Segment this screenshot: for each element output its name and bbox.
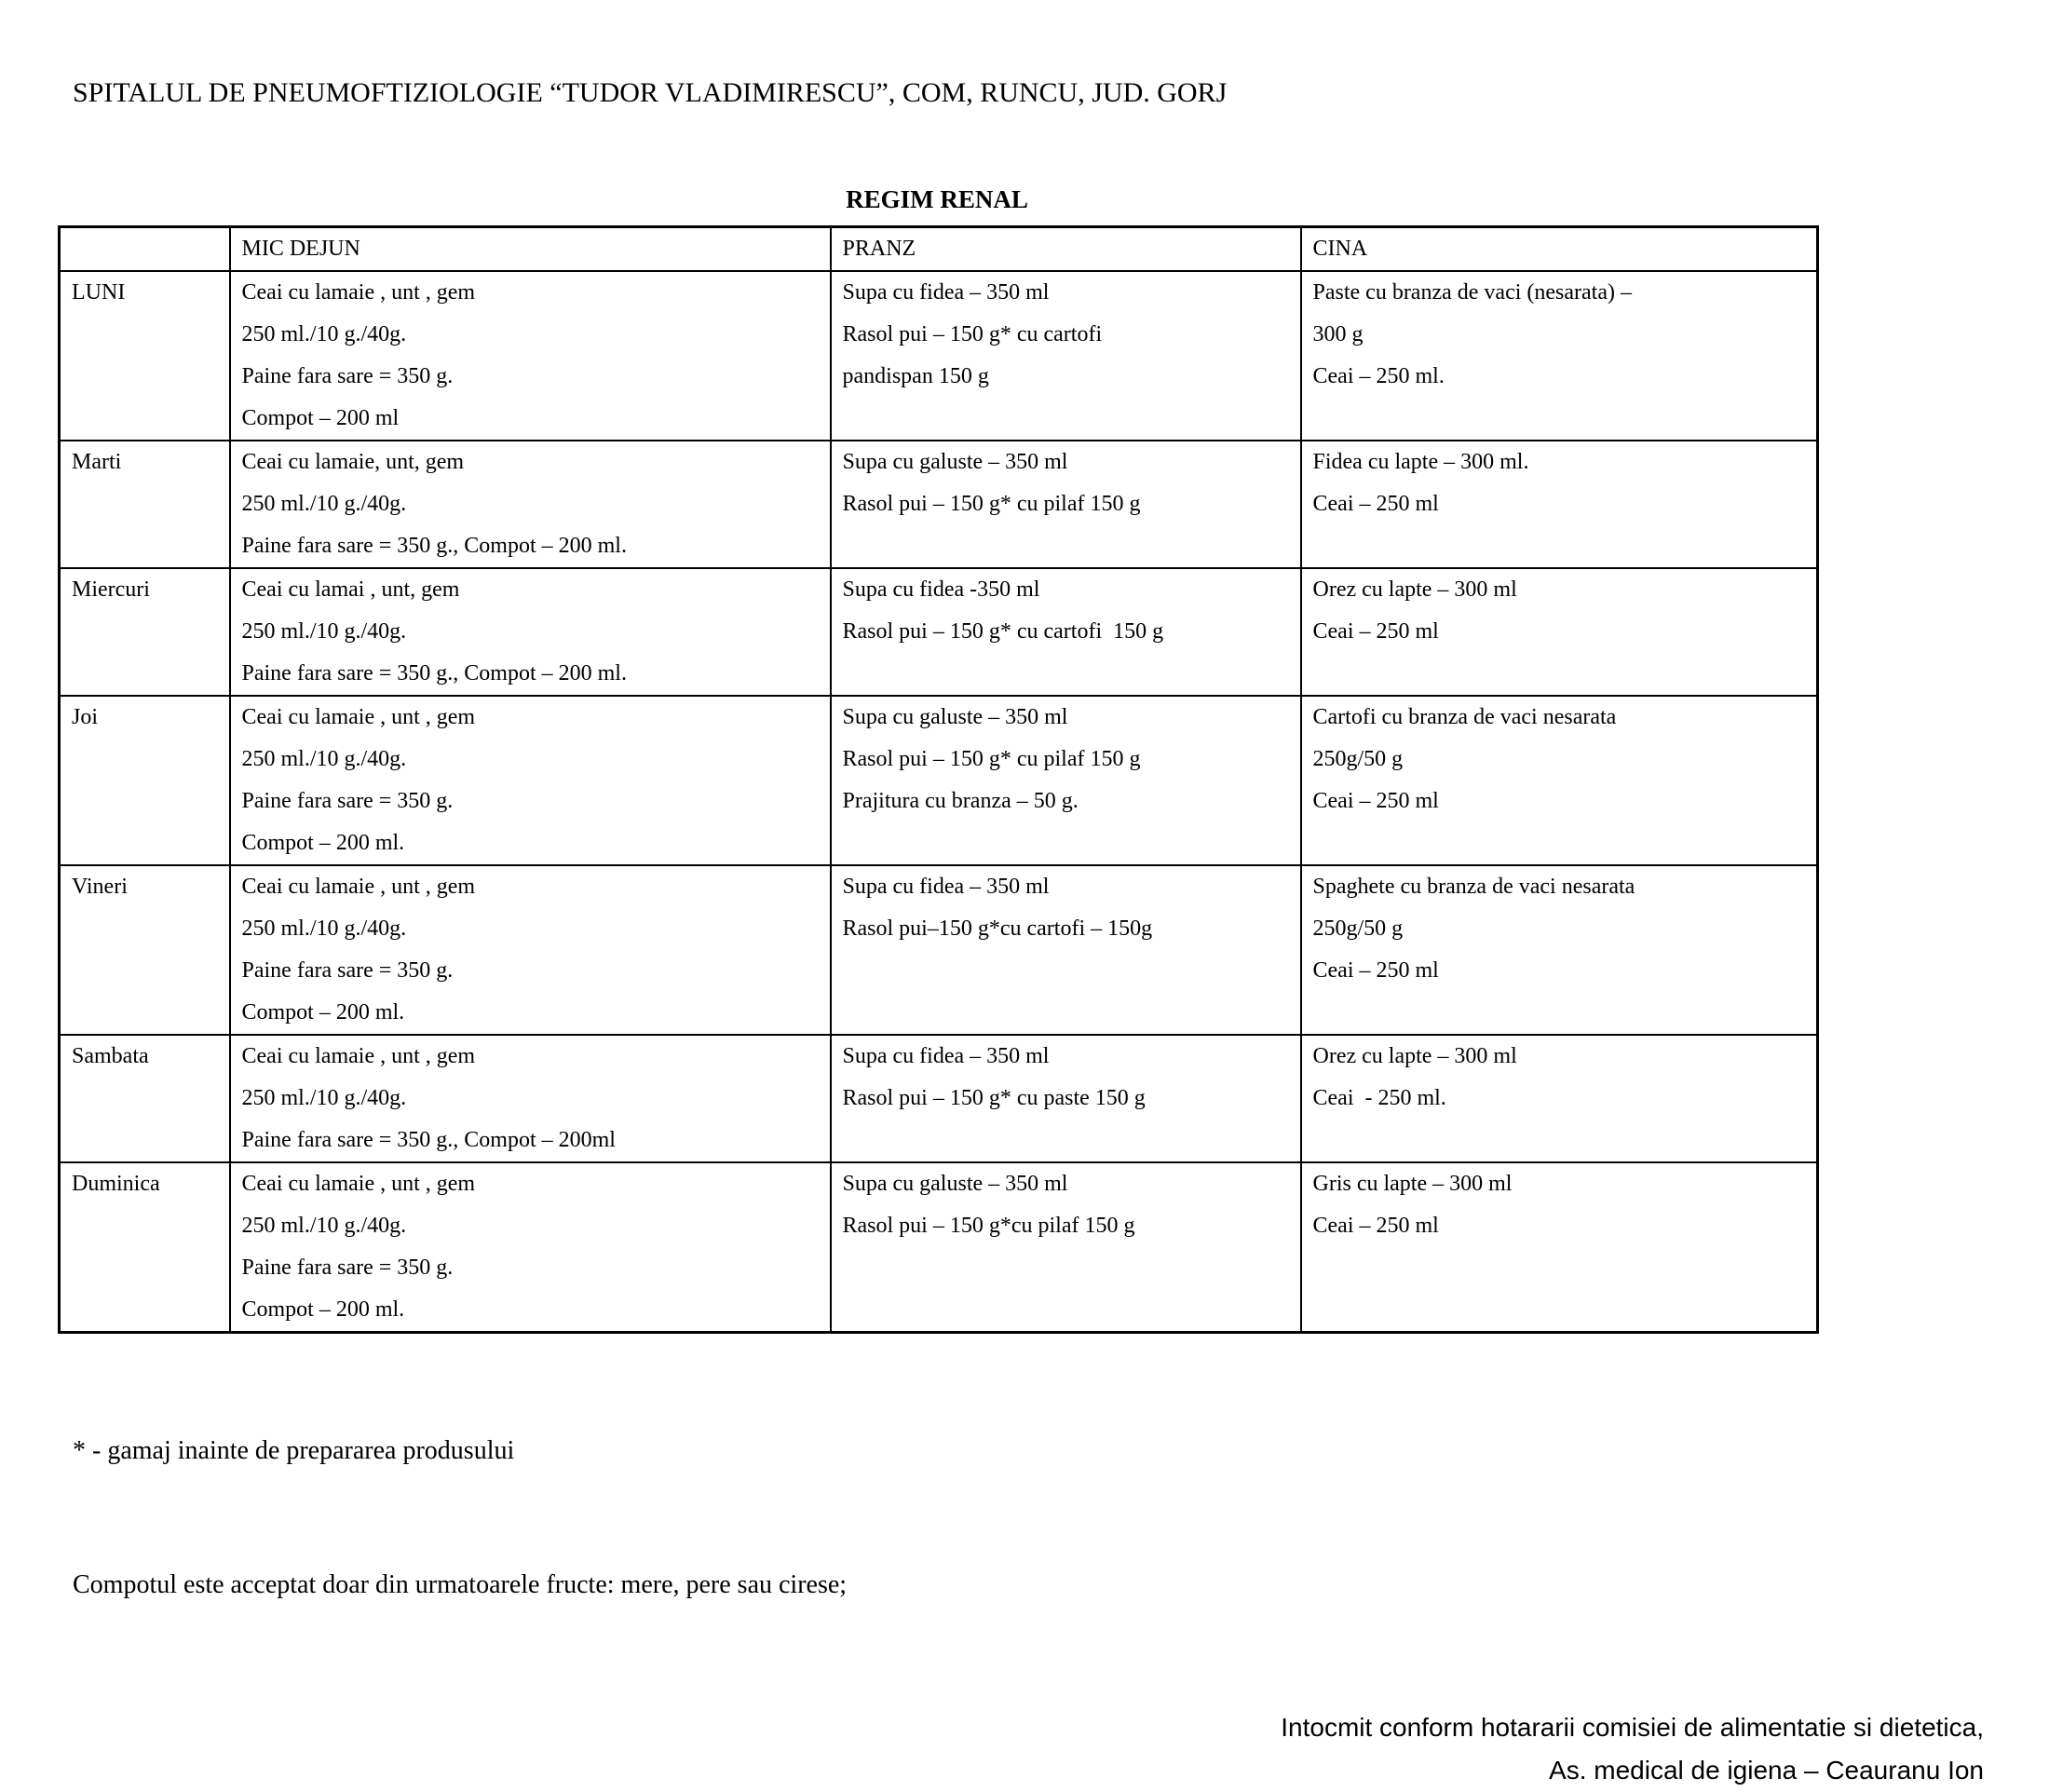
menu-line: Rasol pui – 150 g* cu cartofi 150 g (842, 619, 1164, 644)
col-header-pranz: PRANZ (831, 227, 1301, 272)
menu-line: 250 ml./10 g./40g. (241, 322, 407, 346)
menu-line: 250 ml./10 g./40g. (241, 747, 407, 771)
menu-line: Compot – 200 ml. (241, 831, 405, 855)
menu-line: 250 ml./10 g./40g. (241, 492, 407, 516)
cina-cell (1301, 271, 1818, 441)
pranz-cell (831, 696, 1301, 865)
menu-line: Paine fara sare = 350 g., Compot – 200 ml. (241, 661, 627, 686)
day-cell: Joi (60, 696, 230, 865)
menu-line: Ceai – 250 ml (1312, 492, 1439, 516)
cina-cell (1301, 696, 1818, 865)
day-cell: Miercuri (60, 568, 230, 696)
menu-line: Rasol pui – 150 g* cu pilaf 150 g (842, 747, 1141, 771)
menu-line: Ceai cu lamaie , unt , gem (241, 280, 476, 305)
menu-line: Spaghete cu branza de vaci nesarata (1312, 875, 1635, 899)
table-row (60, 865, 1818, 1035)
pranz-cell (831, 568, 1301, 696)
mic-dejun-cell (230, 865, 831, 1035)
menu-line: 250g/50 g (1312, 747, 1404, 771)
menu-line: Compot – 200 ml (241, 406, 400, 430)
cina-cell (1301, 865, 1818, 1035)
menu-line: Ceai – 250 ml (1312, 1214, 1439, 1238)
menu-line: 250 ml./10 g./40g. (241, 916, 407, 941)
menu-table (58, 225, 1819, 1334)
footnotes (73, 1339, 2049, 1697)
signature-line-1: Intocmit conform hotararii comisiei de alimentatie si dietetica, (1281, 1713, 1984, 1742)
note-compot: Compotul este acceptat doar din urmatoarele fructe: mere, pere sau cirese; (73, 1570, 848, 1599)
menu-line: Supa cu galuste – 350 ml (842, 1172, 1068, 1196)
menu-line: Paine fara sare = 350 g., Compot – 200ml (241, 1128, 616, 1152)
mic-dejun-cell (230, 1035, 831, 1162)
menu-line: 250 ml./10 g./40g. (241, 1086, 407, 1110)
day-cell: Duminica (60, 1162, 230, 1333)
cina-cell (1301, 441, 1818, 568)
pranz-cell (831, 1035, 1301, 1162)
table-header-row (60, 227, 1818, 272)
menu-line: Rasol pui – 150 g* cu cartofi (842, 322, 1103, 346)
table-row (60, 1035, 1818, 1162)
page-title: REGIM RENAL (846, 185, 1028, 213)
menu-line: Orez cu lapte – 300 ml (1312, 1044, 1517, 1068)
signature-block (0, 1706, 2049, 1792)
table-row (60, 271, 1818, 441)
menu-line: 300 g (1312, 322, 1364, 346)
menu-line: Ceai cu lamaie , unt , gem (241, 875, 476, 899)
cina-cell (1301, 1162, 1818, 1333)
menu-line: Paste cu branza de vaci (nesarata) – (1312, 280, 1632, 305)
menu-line: Gris cu lapte – 300 ml (1312, 1172, 1513, 1196)
menu-line: Paine fara sare = 350 g. (241, 364, 454, 388)
note-asterisk: * - gamaj inainte de prepararea produsului (73, 1436, 515, 1465)
pranz-cell (831, 271, 1301, 441)
col-header-mic-dejun: MIC DEJUN (230, 227, 831, 272)
menu-line: Fidea cu lapte – 300 ml. (1312, 450, 1529, 474)
menu-line: Supa cu galuste – 350 ml (842, 450, 1068, 474)
menu-line: Rasol pui – 150 g*cu pilaf 150 g (842, 1214, 1135, 1238)
menu-line: 250g/50 g (1312, 916, 1404, 941)
mic-dejun-cell (230, 696, 831, 865)
menu-line: 250 ml./10 g./40g. (241, 1214, 407, 1238)
menu-line: Rasol pui – 150 g* cu pilaf 150 g (842, 492, 1141, 516)
menu-line: Ceai cu lamaie , unt , gem (241, 705, 476, 729)
menu-line: Paine fara sare = 350 g. (241, 958, 454, 983)
table-row (60, 441, 1818, 568)
menu-line: Supa cu galuste – 350 ml (842, 705, 1068, 729)
menu-line: 250 ml./10 g./40g. (241, 619, 407, 644)
menu-line: Paine fara sare = 350 g. (241, 789, 454, 813)
menu-line: Ceai - 250 ml. (1312, 1086, 1446, 1110)
menu-line: Ceai cu lamaie , unt , gem (241, 1044, 476, 1068)
menu-line: Ceai cu lamaie, unt, gem (241, 450, 465, 474)
mic-dejun-cell (230, 1162, 831, 1333)
menu-line: Supa cu fidea – 350 ml (842, 280, 1050, 305)
menu-line: pandispan 150 g (842, 364, 989, 388)
menu-line: Supa cu fidea – 350 ml (842, 875, 1050, 899)
table-row (60, 696, 1818, 865)
hospital-header: SPITALUL DE PNEUMOFTIZIOLOGIE “TUDOR VLADIMIRESCU”, COM, RUNCU, JUD. GORJ (73, 77, 1228, 108)
col-header-cina: CINA (1301, 227, 1818, 272)
day-cell: LUNI (60, 271, 230, 441)
menu-line: Ceai – 250 ml (1312, 789, 1439, 813)
menu-line: Rasol pui – 150 g* cu paste 150 g (842, 1086, 1146, 1110)
menu-line: Ceai cu lamai , unt, gem (241, 577, 460, 602)
col-header-day (60, 227, 230, 272)
day-cell: Vineri (60, 865, 230, 1035)
menu-line: Compot – 200 ml. (241, 1297, 405, 1322)
signature-line-2: As. medical de igiena – Ceauranu Ion (1549, 1756, 1984, 1785)
menu-line: Supa cu fidea – 350 ml (842, 1044, 1050, 1068)
menu-line: Orez cu lapte – 300 ml (1312, 577, 1517, 602)
menu-line: Prajitura cu branza – 50 g. (842, 789, 1079, 813)
menu-line: Ceai cu lamaie , unt , gem (241, 1172, 476, 1196)
day-cell: Marti (60, 441, 230, 568)
day-cell: Sambata (60, 1035, 230, 1162)
table-row (60, 1162, 1818, 1333)
cina-cell (1301, 1035, 1818, 1162)
pranz-cell (831, 441, 1301, 568)
menu-line: Rasol pui–150 g*cu cartofi – 150g (842, 916, 1153, 941)
menu-line: Ceai – 250 ml (1312, 619, 1439, 644)
menu-line: Paine fara sare = 350 g. (241, 1256, 454, 1280)
cina-cell (1301, 568, 1818, 696)
table-row (60, 568, 1818, 696)
mic-dejun-cell (230, 441, 831, 568)
menu-table-body (60, 271, 1818, 1333)
menu-line: Cartofi cu branza de vaci nesarata (1312, 705, 1617, 729)
menu-line: Supa cu fidea -350 ml (842, 577, 1040, 602)
menu-line: Paine fara sare = 350 g., Compot – 200 ml. (241, 534, 627, 558)
mic-dejun-cell (230, 568, 831, 696)
menu-line: Ceai – 250 ml (1312, 958, 1439, 983)
mic-dejun-cell (230, 271, 831, 441)
pranz-cell (831, 1162, 1301, 1333)
menu-line: Ceai – 250 ml. (1312, 364, 1445, 388)
pranz-cell (831, 865, 1301, 1035)
menu-line: Compot – 200 ml. (241, 1000, 405, 1025)
